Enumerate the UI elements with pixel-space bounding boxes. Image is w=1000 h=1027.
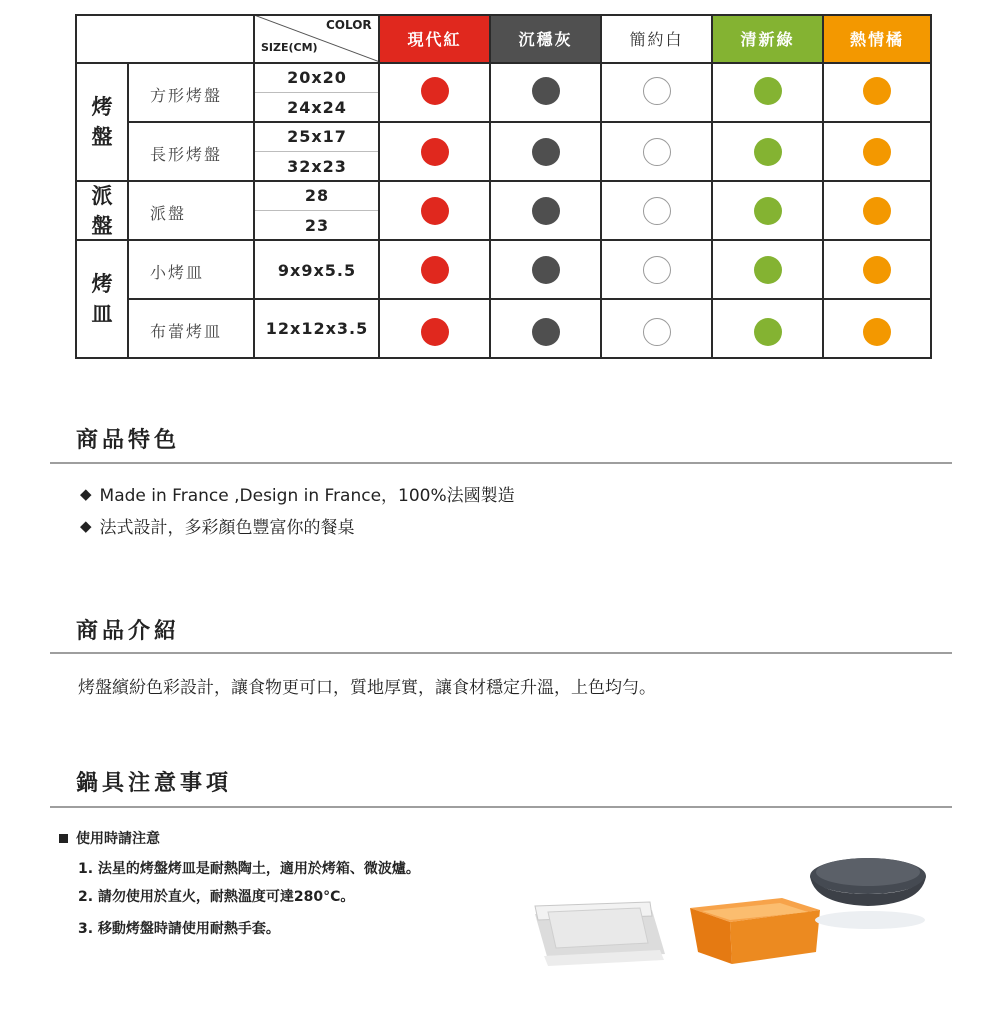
size-sub-sep-1: [255, 92, 378, 93]
size-value: 9x9x5.5: [277, 261, 357, 280]
color-dot: [421, 197, 449, 225]
item-brulee-ramekin: 布蕾烤皿: [150, 322, 223, 341]
table-border-top: [75, 14, 932, 16]
color-dot: [421, 77, 449, 105]
square-bullet-icon: [59, 834, 68, 843]
col-sep-5: [600, 14, 602, 359]
color-dot: [643, 77, 671, 105]
color-dot: [863, 197, 891, 225]
color-dot: [532, 197, 560, 225]
caution-item: 2. 請勿使用於直火，耐熱溫度可達280°C。: [78, 889, 355, 905]
table-border-bottom: [75, 357, 932, 359]
diamond-icon: ◆: [80, 516, 92, 535]
color-dot: [754, 256, 782, 284]
size-value: 24x24: [287, 98, 347, 117]
color-dot: [421, 318, 449, 346]
size-value: 32x23: [287, 157, 347, 176]
item-rect-tray: 長形烤盤: [150, 145, 223, 164]
color-dot: [421, 138, 449, 166]
color-dot: [643, 138, 671, 166]
diamond-icon: ◆: [80, 484, 92, 503]
row-sep-4: [127, 298, 932, 300]
feature-bullet: [80, 481, 515, 506]
color-header-white: 簡約白: [602, 15, 711, 62]
col-sep-2: [253, 14, 255, 359]
color-dot: [863, 77, 891, 105]
size-sub-sep-3: [255, 210, 378, 211]
caution-item: 1. 法星的烤盤烤皿是耐熱陶土，適用於烤箱、微波爐。: [78, 861, 420, 877]
color-dot: [643, 197, 671, 225]
color-header-orange: 熱情橘: [824, 15, 930, 62]
color-dot: [532, 256, 560, 284]
product-image: [520, 848, 940, 968]
col-sep-6: [711, 14, 713, 359]
gray-dish: [810, 858, 926, 929]
cautions-heading: [59, 828, 160, 848]
cautions-title: 鍋具注意事項: [76, 771, 233, 796]
intro-text: 烤盤繽紛色彩設計，讓食物更可口，質地厚實，讓食材穩定升溫，上色均勻。: [78, 678, 656, 698]
color-dot: [754, 197, 782, 225]
size-value: 28: [304, 186, 330, 205]
size-value: 25x17: [287, 127, 347, 146]
col-sep-7: [822, 14, 824, 359]
category-baking-tray: 烤 盤: [91, 95, 113, 149]
feature-text: 法式設計，多彩顏色豐富你的餐桌: [99, 518, 355, 538]
col-sep-3: [378, 14, 380, 359]
size-axis-label: SIZE(CM): [261, 41, 318, 54]
item-pie-dish: 派盤: [150, 204, 187, 223]
color-header-gray: 沉穩灰: [491, 15, 600, 62]
color-dot: [863, 256, 891, 284]
color-dot: [754, 138, 782, 166]
category-ramekin: 烤 皿: [91, 272, 113, 326]
features-title: 商品特色: [76, 428, 181, 453]
color-header-red: 現代紅: [380, 15, 489, 62]
orange-tray: [690, 898, 820, 964]
item-square-tray: 方形烤盤: [150, 86, 223, 105]
color-dot: [532, 318, 560, 346]
row-sep-1: [127, 121, 932, 123]
color-dot: [863, 138, 891, 166]
color-dot: [754, 318, 782, 346]
size-value: 20x20: [287, 68, 347, 87]
color-dot: [754, 77, 782, 105]
color-dot: [643, 318, 671, 346]
cautions-rule: [50, 806, 952, 808]
feature-text: Made in France ,Design in France，100%法國製造: [99, 486, 515, 506]
size-value: 23: [304, 216, 330, 235]
color-dot: [643, 256, 671, 284]
row-sep-3: [75, 239, 932, 241]
col-sep-4: [489, 14, 491, 359]
color-header-green: 清新綠: [713, 15, 822, 62]
cautions-heading-text: 使用時請注意: [76, 831, 160, 847]
caution-item: 3. 移動烤盤時請使用耐熱手套。: [78, 921, 280, 937]
header-rule: [75, 62, 932, 64]
features-rule: [50, 462, 952, 464]
intro-title: 商品介紹: [76, 619, 181, 644]
table-border-right: [930, 14, 932, 359]
color-dot: [421, 256, 449, 284]
color-dot: [532, 77, 560, 105]
row-sep-2: [75, 180, 932, 182]
intro-rule: [50, 652, 952, 654]
color-dot: [532, 138, 560, 166]
category-pie-dish: 派 盤: [91, 183, 113, 238]
size-sub-sep-2: [255, 151, 378, 152]
color-dot: [863, 318, 891, 346]
feature-bullet: [80, 513, 355, 538]
white-tray: [535, 902, 665, 966]
color-axis-label: COLOR: [326, 18, 372, 32]
item-small-ramekin: 小烤皿: [150, 263, 205, 282]
col-sep-1: [127, 62, 129, 359]
size-value: 12x12x3.5: [265, 319, 369, 338]
